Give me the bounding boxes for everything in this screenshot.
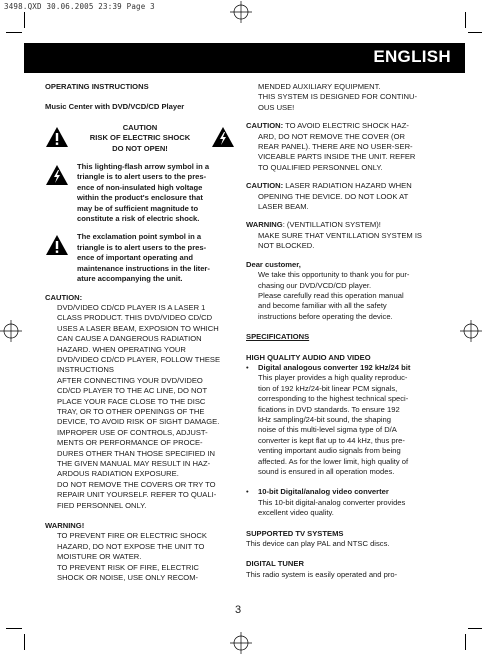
text-line: DVD/VIDEO CD/CD PLAYER IS A LASER 1	[57, 302, 206, 312]
text-line: ARD, DO NOT REMOVE THE COVER (OR	[258, 131, 405, 141]
text-line: NOT BLOCKED.	[258, 241, 315, 251]
language-title: ENGLISH	[373, 47, 451, 66]
text-line: Please carefully read this operation manual	[258, 290, 404, 300]
registration-mark-left	[0, 320, 22, 342]
product-name: Music Center with DVD/VCD/CD Player	[45, 102, 185, 112]
warning-ventilation-body	[246, 231, 436, 252]
text-line: TRAY, OR TO OTHER OPENINGS OF THE	[57, 406, 205, 416]
text-line: may be of sufficient magnitude to	[77, 203, 199, 213]
text-line: FIED PERSONNEL ONLY.	[57, 500, 147, 510]
text-line: THIS SYSTEM IS DESIGNED FOR CONTINU-	[258, 92, 418, 102]
section-title: OPERATING INSTRUCTIONS	[45, 82, 149, 91]
text-line: IMPROPER USE OF CONTROLS, ADJUST-	[57, 427, 208, 437]
text-line: triangle is to alert users to the pres-	[77, 172, 207, 182]
caution-heading: CAUTION:	[45, 292, 83, 302]
warning-label: WARNING	[246, 220, 283, 230]
text-line: instructions before operating the device.	[258, 311, 393, 321]
caution-box-line: DO NOT OPEN!	[112, 143, 168, 153]
bullet-video-dac	[246, 487, 436, 518]
caution-electric-body	[246, 132, 436, 174]
tv-systems-heading: SUPPORTED TV SYSTEMS	[246, 528, 344, 538]
text-line: triangle is to alert users to the pres-	[77, 242, 207, 252]
lightning-triangle-icon	[211, 126, 235, 151]
dear-customer-body	[246, 270, 436, 322]
text-line: affected. As for the lower limit, high quality of	[258, 456, 409, 466]
exclamation-symbol-explanation	[45, 232, 235, 284]
text-line: venting important audio signals from being	[258, 446, 401, 456]
crop-mark	[24, 12, 25, 28]
text-line: tion of 192 kHz/24-bit linear PCM signals,	[258, 383, 398, 393]
text-line: corresponding to the highest technical speci-	[258, 394, 409, 404]
caution-label: CAUTION:	[246, 121, 284, 131]
digital-tuner-heading: DIGITAL TUNER	[246, 559, 304, 569]
left-column	[45, 82, 235, 583]
text-line: SHOCK OR NOISE, USE ONLY RECOM-	[57, 573, 199, 583]
text-line: sound is ensured in all operation modes.	[258, 467, 395, 476]
warning-ventilation-first-line	[246, 220, 436, 230]
bullet-icon: •	[246, 362, 249, 372]
lightning-triangle-icon	[45, 179, 69, 188]
bullet-title: 10-bit Digital/analog video converter	[258, 487, 389, 497]
caution-body	[45, 303, 235, 511]
text-line: and become familiar with all the safety	[258, 301, 387, 311]
text-line: This lighting-flash arrow symbol in a	[77, 162, 210, 172]
text-line: maintenance instructions in the liter-	[77, 263, 210, 273]
text-line: kHz sampling/24-bit sound, the shaping	[258, 414, 391, 424]
text-line: constitute a risk of electric shock.	[77, 214, 200, 224]
warning-body-continued	[246, 82, 436, 113]
text-line: The exclamation point symbol in a	[77, 232, 202, 242]
caution-laser-body	[246, 192, 436, 213]
text-line: fications in DVD standards. To ensure 192	[258, 404, 400, 414]
crop-mark	[24, 634, 25, 650]
specifications-heading: SPECIFICATIONS	[246, 332, 310, 342]
text-line: CD/CD PLAYER TO THE AC LINE, DO NOT	[57, 386, 208, 396]
text-line: ence of non-insulated high voltage	[77, 182, 203, 192]
text-line: DEVICE, TO AVOID RISK OF SIGHT DAMAGE.	[57, 417, 220, 427]
text-line: THE GIVEN MANUAL MAY RESULT IN HAZ-	[57, 459, 211, 468]
language-header-bar	[24, 43, 465, 73]
text-line: within the product's enclosure that	[77, 193, 203, 203]
bullet-dac-192	[246, 363, 436, 477]
caution-box-line: CAUTION	[122, 122, 158, 132]
text-line: noise of this multi-level sigma type of D/A	[258, 425, 397, 435]
text-line: excellent video quality.	[258, 508, 334, 518]
page-number: 3	[235, 604, 242, 616]
text-line: CAN CAUSE A DANGEROUS RADIATION	[57, 334, 202, 344]
text-line: MOISTURE OR WATER.	[57, 552, 142, 562]
high-quality-heading: HIGH QUALITY AUDIO AND VIDEO	[246, 352, 371, 362]
text-line: OUS USE!	[258, 102, 295, 112]
crop-mark	[465, 634, 466, 650]
text-line: INSTRUCTIONS	[57, 365, 114, 375]
text-line: USES A LASER BEAM, EXPOSION TO WHICH	[57, 323, 219, 333]
text-line: REPAIR UNIT YOURSELF. REFER TO QUALI-	[57, 490, 217, 500]
text-line: LASER BEAM.	[258, 202, 309, 212]
text-line: REAR PANEL). THERE ARE NO USER-SER-	[258, 142, 413, 152]
warning-body	[45, 531, 235, 583]
text-line: MAKE SURE THAT VENTILLATION SYSTEM IS	[258, 230, 423, 240]
text-line: ence of important operating and	[77, 253, 194, 263]
text-line: converter is kept flat up to 44 kHz, thus pre-	[258, 435, 405, 445]
crop-mark	[465, 12, 466, 28]
digital-tuner-body: This radio system is easily operated and pro-	[246, 569, 398, 579]
text-line: HAZARD, DO NOT EXPOSE THE UNIT TO	[57, 541, 205, 551]
caution-electric-first-line	[246, 121, 436, 131]
text-line: chasing our DVD/VCD/CD player.	[258, 280, 372, 290]
tv-systems-body: This device can play PAL and NTSC discs.	[246, 539, 390, 549]
text-line: VICEABLE PARTS INSIDE THE UNIT. REFER	[258, 152, 416, 162]
registration-mark-right	[460, 320, 482, 342]
warning-heading: WARNING!	[45, 521, 85, 531]
text-line: AFTER CONNECTING YOUR DVD/VIDEO	[57, 375, 203, 385]
text-line: DVD/VIDEO CD/CD PLAYER, FOLLOW THESE	[57, 354, 221, 364]
exclamation-triangle-icon	[45, 126, 69, 151]
crop-mark	[468, 628, 482, 629]
caution-label-box	[45, 123, 235, 154]
text-line: DO NOT REMOVE THE COVERS OR TRY TO	[57, 479, 216, 489]
crop-mark	[6, 32, 22, 33]
text-line: This player provides a high quality reproduc-	[258, 373, 408, 383]
registration-mark-bottom	[230, 632, 252, 654]
bullet-title: Digital analogous converter 192 kHz/24 bit	[258, 362, 411, 372]
text-line: : (VENTILLATION SYSTEM)!	[282, 220, 381, 230]
text-line: This 10-bit digital-analog converter provides	[258, 497, 406, 507]
text-line: TO QUALIFIED PERSONNEL ONLY.	[258, 162, 383, 172]
print-job-mark: 3498.QXD 30.06.2005 23:39 Page 3	[4, 2, 155, 11]
text-line: HAZARD. WHEN OPERATING YOUR	[57, 344, 186, 354]
lightning-symbol-explanation	[45, 162, 235, 224]
text-line: LASER RADIATION HAZARD WHEN	[285, 181, 412, 191]
exclamation-triangle-icon	[45, 249, 69, 258]
dear-customer-heading: Dear customer,	[246, 259, 301, 269]
crop-mark	[468, 32, 482, 33]
text-line: TO AVOID ELECTRIC SHOCK HAZ-	[285, 121, 409, 131]
text-line: OPENING THE DEVICE. DO NOT LOOK AT	[258, 191, 409, 201]
right-column	[246, 82, 436, 580]
text-line: ature accompanying the unit.	[77, 274, 183, 284]
crop-mark	[6, 628, 22, 629]
text-line: MENTS OR PERFORMANCE OF PROCE-	[57, 438, 203, 448]
text-line: ARDOUS RADIATION EXPOSURE.	[57, 469, 179, 479]
caution-box-line: RISK OF ELECTRIC SHOCK	[89, 133, 191, 143]
caution-label: CAUTION:	[246, 181, 284, 191]
text-line: CLASS PRODUCT. THIS DVD/VIDEO CD/CD	[57, 313, 213, 323]
text-line: TO PREVENT FIRE OR ELECTRIC SHOCK	[57, 531, 207, 541]
text-line: MENDED AUXILIARY EQUIPMENT.	[258, 82, 381, 91]
caution-laser-first-line	[246, 181, 436, 191]
text-line: DURES OTHER THAN THOSE SPECIFIED IN	[57, 448, 215, 458]
text-line: TO PREVENT RISK OF FIRE, ELECTRIC	[57, 562, 199, 572]
text-line: We take this opportunity to thank you for pur-	[258, 270, 410, 280]
text-line: PLACE YOUR FACE CLOSE TO THE DISC	[57, 396, 206, 406]
bullet-icon: •	[246, 487, 249, 497]
registration-mark-top	[230, 1, 252, 23]
